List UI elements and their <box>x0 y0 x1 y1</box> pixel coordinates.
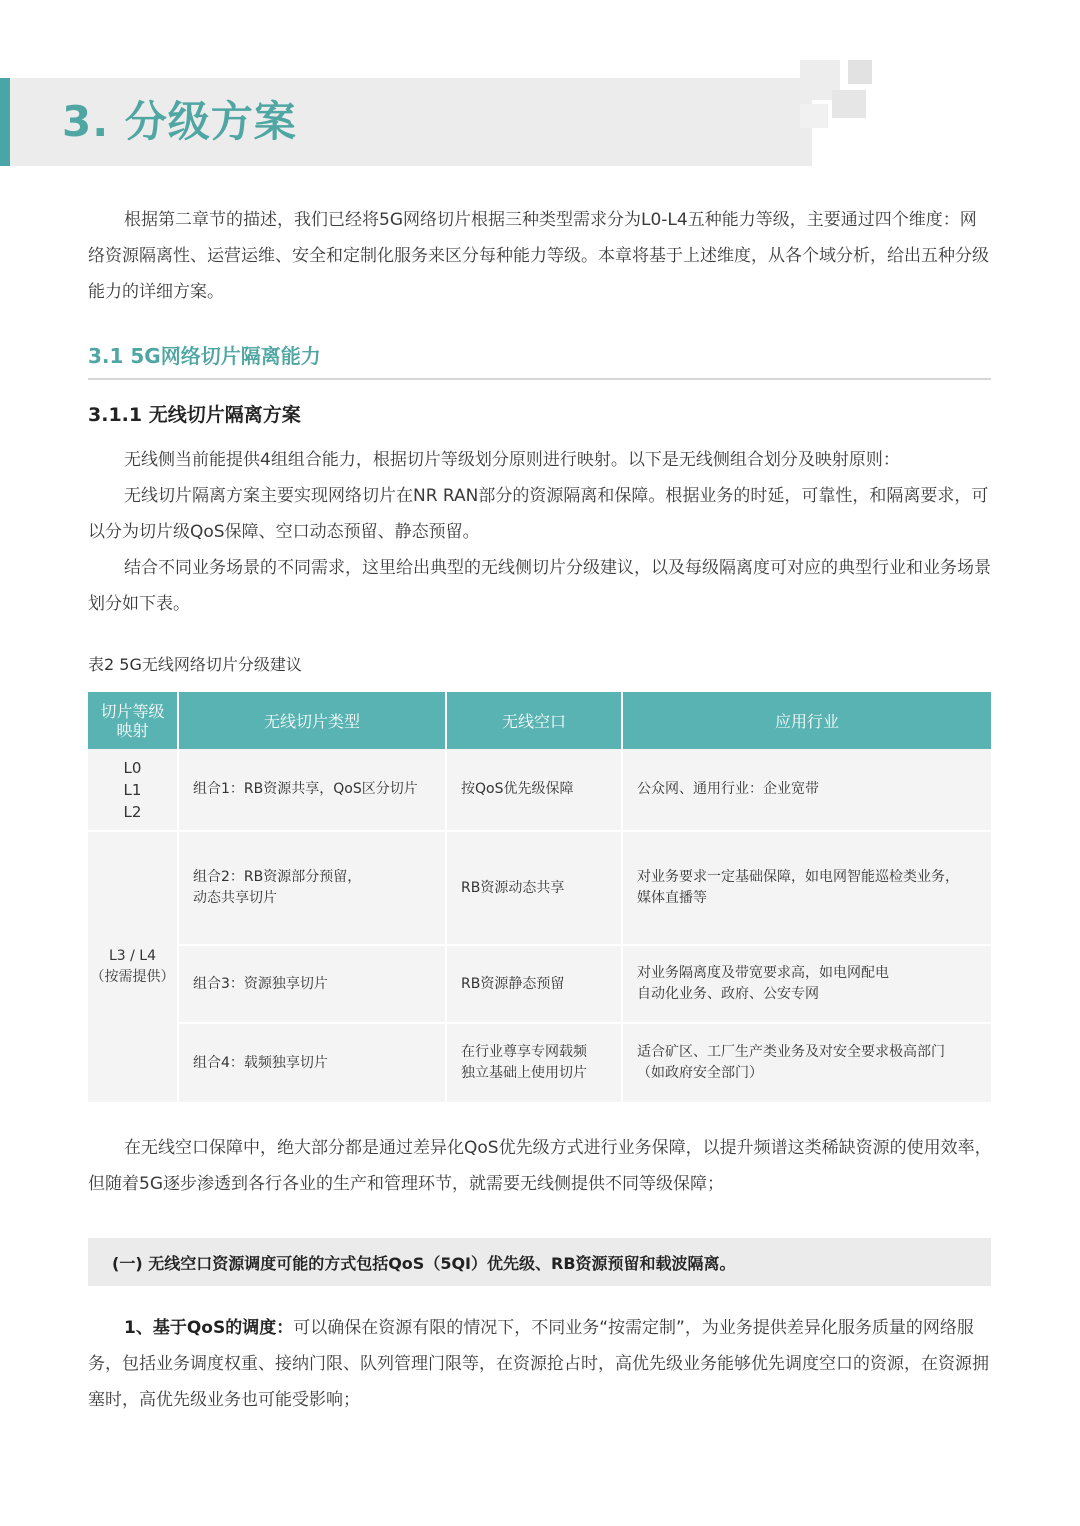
item-1-paragraph <box>88 1310 992 1418</box>
slice-grading-table <box>88 692 991 1104</box>
table-row <box>88 749 991 831</box>
table-caption: 表2 5G无线网络切片分级建议 <box>88 655 302 674</box>
level-cell-l3-l4: L3 / L4 （按需提供） <box>88 831 178 1103</box>
intro-paragraph: 根据第二章节的描述，我们已经将5G网络切片根据三种类型需求分为L0-L4五种能力等级，主要通过四个维度：网络资源隔离性、运营运维、安全和定制化服务来区分每种能力等级。本章将基于上述维度，从各个域分析，给出五种分级能力的详细方案。 <box>88 210 989 302</box>
decor-square-3 <box>832 90 866 118</box>
air-cell: 按QoS优先级保障 <box>446 749 622 831</box>
header-industry: 应用行业 <box>622 692 991 749</box>
type-cell: 组合3：资源独享切片 <box>178 945 446 1023</box>
industry-cell: 对业务要求一定基础保障，如电网智能巡检类业务， 媒体直播等 <box>622 831 991 945</box>
item-1-lead: 1、基于QoS的调度： <box>124 1318 294 1338</box>
header-level: 切片等级 映射 <box>88 692 178 749</box>
air-cell: RB资源动态共享 <box>446 831 622 945</box>
industry-cell: 公众网、通用行业：企业宽带 <box>622 749 991 831</box>
paragraph-3: 结合不同业务场景的不同需求，这里给出典型的无线侧切片分级建议，以及每级隔离度可对应的典型行业和业务场景划分如下表。 <box>88 558 991 614</box>
subsection-heading: 3.1.1 无线切片隔离方案 <box>88 404 301 426</box>
decor-square-4 <box>800 104 828 128</box>
section-heading: 3.1 5G网络切片隔离能力 <box>88 344 321 368</box>
air-cell: RB资源静态预留 <box>446 945 622 1023</box>
table-row <box>88 945 991 1023</box>
industry-cell: 对业务隔离度及带宽要求高，如电网配电 自动化业务、政府、公安专网 <box>622 945 991 1023</box>
item-1-body: 可以确保在资源有限的情况下，不同业务“按需定制”，为业务提供差异化服务质量的网络服务，包括业务调度权重、接纳门限、队列管理门限等，在资源抢占时，高优先级业务能够优先调度空口的资源，在资源拥塞时，高优先级业务也可能受影响； <box>88 1318 989 1410</box>
header-slice-type: 无线切片类型 <box>178 692 446 749</box>
decor-square-2 <box>848 60 872 84</box>
banner-accent-bar <box>0 78 10 166</box>
table-row <box>88 831 991 945</box>
paragraph-4: 在无线空口保障中，绝大部分都是通过差异化QoS优先级方式进行业务保障，以提升频谱这类稀缺资源的使用效率，但随着5G逐步渗透到各行各业的生产和管理环节，就需要无线侧提供不同等级保障； <box>88 1138 992 1194</box>
chapter-title: 3. 分级方案 <box>62 97 297 146</box>
type-cell: 组合4：载频独享切片 <box>178 1023 446 1103</box>
air-cell: 在行业尊享专网载频 独立基础上使用切片 <box>446 1023 622 1103</box>
table-header-row <box>88 692 991 749</box>
level-cell-l0-l2: L0 L1 L2 <box>88 749 178 831</box>
callout-heading: (一) 无线空口资源调度可能的方式包括QoS（5QI）优先级、RB资源预留和载波隔离。 <box>112 1254 736 1273</box>
type-cell: 组合2：RB资源部分预留， 动态共享切片 <box>178 831 446 945</box>
section-divider <box>88 378 991 380</box>
type-cell: 组合1：RB资源共享，QoS区分切片 <box>178 749 446 831</box>
header-air-interface: 无线空口 <box>446 692 622 749</box>
industry-cell: 适合矿区、工厂生产类业务及对安全要求极高部门 （如政府安全部门） <box>622 1023 991 1103</box>
paragraph-1: 无线侧当前能提供4组组合能力，根据切片等级划分原则进行映射。以下是无线侧组合划分及映射原则： <box>124 450 900 470</box>
paragraph-2: 无线切片隔离方案主要实现网络切片在NR RAN部分的资源隔离和保障。根据业务的时延，可靠性，和隔离要求，可以分为切片级QoS保障、空口动态预留、静态预留。 <box>88 486 989 542</box>
table-row <box>88 1023 991 1103</box>
